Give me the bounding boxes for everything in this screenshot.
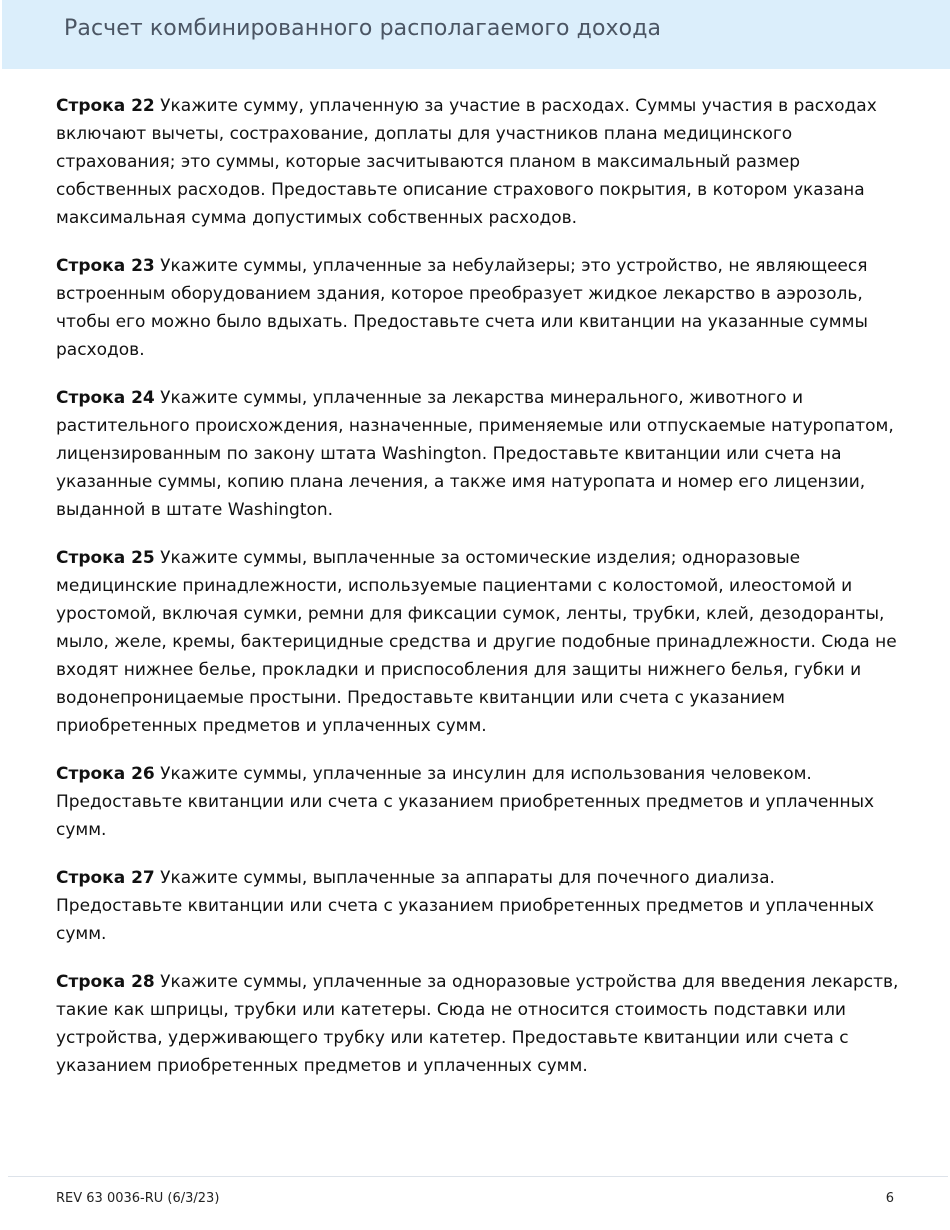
line-25-entry	[56, 544, 901, 740]
line-description: Укажите суммы, уплаченные за одноразовые устройства для введения лекарств, такие как шприцы, трубки или катетеры. Сюда не относится стоимость подставки или устройства, удерживающего трубку или катетер. Предоставьте квитанции или счета с указанием приобретенных предметов и уплаченных сумм.	[56, 972, 899, 1076]
line-description: Укажите сумму, уплаченную за участие в расходах. Суммы участия в расходах включают вычеты, сострахование, доплаты для участников плана медицинского страхования; это суммы, которые засчитываются планом в максимальный размер собственных расходов. Предоставьте описание страхового покрытия, в котором указана максимальная сумма допустимых собственных расходов.	[56, 96, 877, 228]
line-23-entry	[56, 252, 901, 364]
header-band	[2, 0, 950, 69]
line-description: Укажите суммы, уплаченные за лекарства минерального, животного и растительного происхождения, назначенные, применяемые или отпускаемые натуропатом, лицензированным по закону штата Washington. Предоставьте квитанции или счета на указанные суммы, копию плана лечения, а также имя натуропата и номер его лицензии, выданной в штате Washington.	[56, 388, 894, 520]
page-title: Расчет комбинированного располагаемого дохода	[64, 16, 662, 41]
line-label: Строка 28	[56, 972, 155, 992]
footer-divider	[8, 1176, 948, 1177]
line-22-entry	[56, 92, 901, 232]
line-label: Строка 25	[56, 548, 155, 568]
instructions-content	[56, 92, 901, 1100]
line-24-entry	[56, 384, 901, 524]
line-label: Строка 22	[56, 96, 155, 116]
page-number: 6	[885, 1191, 894, 1206]
line-label: Строка 26	[56, 764, 155, 784]
line-28-entry	[56, 968, 901, 1080]
line-description: Укажите суммы, уплаченные за инсулин для использования человеком. Предоставьте квитанции или счета с указанием приобретенных предметов и уплаченных сумм.	[56, 764, 875, 840]
line-description: Укажите суммы, выплаченные за остомические изделия; одноразовые медицинские принадлежности, используемые пациентами с колостомой, илеостомой и уростомой, включая сумки, ремни для фиксации сумок, ленты, трубки, клей, дезодоранты, мыло, желе, кремы, бактерицидные средства и другие подобные принадлежности. Сюда не входят нижнее белье, прокладки и приспособления для защиты нижнего белья, губки и водонепроницаемые простыни. Предоставьте квитанции или счета с указанием приобретенных предметов и уплаченных сумм.	[56, 548, 897, 736]
line-label: Строка 23	[56, 256, 155, 276]
line-27-entry	[56, 864, 901, 948]
line-description: Укажите суммы, уплаченные за небулайзеры; это устройство, не являющееся встроенным оборудованием здания, которое преобразует жидкое лекарство в аэрозоль, чтобы его можно было вдыхать. Предоставьте счета или квитанции на указанные суммы расходов.	[56, 256, 868, 360]
line-label: Строка 24	[56, 388, 155, 408]
line-label: Строка 27	[56, 868, 155, 888]
form-revision-id: REV 63 0036-RU (6/3/23)	[56, 1191, 220, 1206]
line-26-entry	[56, 760, 901, 844]
line-description: Укажите суммы, выплаченные за аппараты для почечного диализа. Предоставьте квитанции или счета с указанием приобретенных предметов и уплаченных сумм.	[56, 868, 875, 944]
